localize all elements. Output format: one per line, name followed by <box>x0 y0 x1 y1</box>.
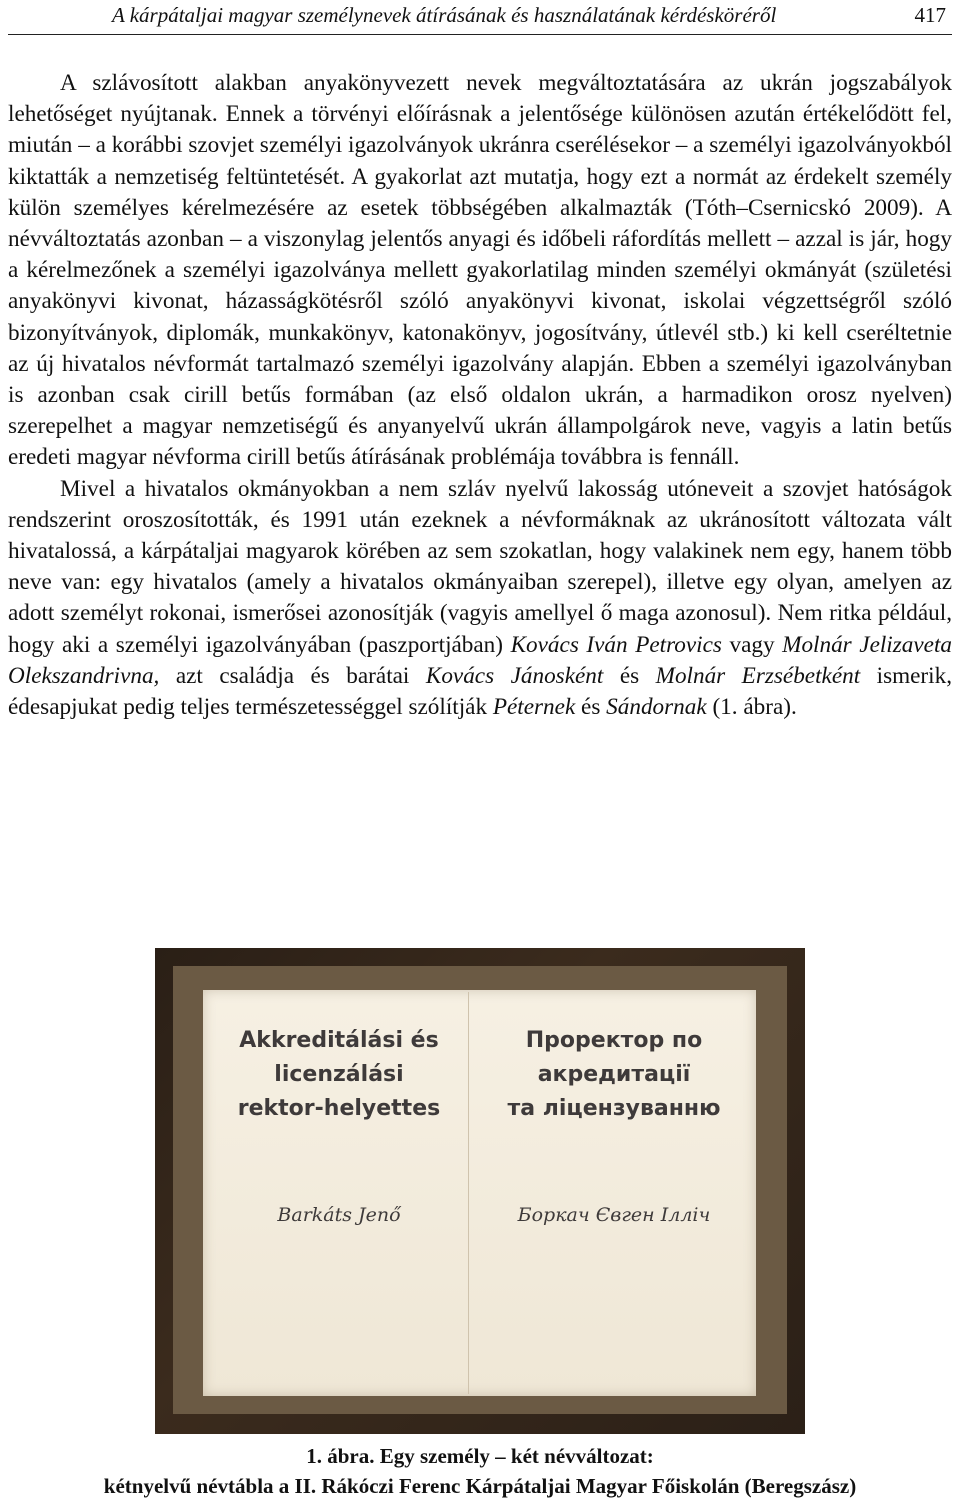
paragraph-2-vagy: vagy <box>729 631 775 658</box>
nameplate-hungarian-title <box>213 1024 465 1126</box>
paragraph-2-text-c: ismerik, édesapjukat pedig teljes természetességgel szólítják <box>8 662 952 721</box>
hu-title-line-2: licenzálási <box>274 1062 404 1087</box>
paragraph-2-es: és <box>619 662 640 689</box>
name-kovacs-janoskent: Kovács Jánosként <box>425 662 604 689</box>
name-molnar-jelizaveta: Molnár Jelizaveta Olekszandrivna, <box>8 631 952 689</box>
paragraph-2-es-2: és <box>581 694 601 721</box>
nameplate-hungarian-name: Barkáts Jenő <box>277 1204 401 1226</box>
hu-title-line-3: rektor-helyettes <box>237 1096 441 1121</box>
running-title: A kárpátaljai magyar személynevek átírásának és használatának kérdésköréről <box>112 3 777 27</box>
paragraph-2-end: (1. ábra). <box>712 694 797 721</box>
name-molnar-erzsebetkent: Molnár Erzsébetként <box>655 662 861 689</box>
paragraph-1: A szlávosított alakban anyakönyvezett nevek megváltoztatására az ukrán jogszabályok lehetőséget nyújtanak. Ennek a törvényi előírásnak a jelentősége különösen azután értékelődött fel, miután – a korábbi szovjet személyi igazolványok ukránra cserélésekor – a személyi igazolványokból kiktatták a nemzetiség feltüntetését. A gyakorlat azt mutatja, hogy ezt a normát az érdekelt személy külön személyes kérelmezésére az esetek többségében alkalmazták (Tóth–Csernicskó 2009). A névváltoztatás azonban – a viszonylag jelentős anyagi és időbeli ráfordítás mellett – azzal is jár, hogy a kérelmezőnek a személyi igazolványa mellett gyakorlatilag minden személyi okmányát (születési anyakönyvi kivonat, házasságkötésről szóló anyakönyvi kivonat, iskolai végzettségről szóló bizonyítványok, diplomák, munkakönyv, katonakönyv, jogosítvány, útlevél stb.) ki kell cseréltetnie az új hivatalos névformát tartalmazó személyi igazolvány alapján. Ebben a személyi igazolványban is azonban csak cirill betűs formában (az első oldalon ukrán, a harmadikon orosz nyelven) szerepelhet a magyar nemzetiségű és anyanyelvű ukrán állampolgárok neve, vagyis a latin betűs eredeti magyar névforma cirill betűs átírásának problémája továbbra is fennáll. <box>8 70 952 471</box>
running-header <box>8 0 952 35</box>
paragraph-2-text-b: azt családja és barátai <box>175 662 410 689</box>
caption-line-1: 1. ábra. Egy személy – két névváltozat: <box>306 1444 654 1468</box>
ua-title-line-1: Проректор по <box>525 1028 703 1053</box>
figure-caption <box>0 1441 960 1501</box>
figure-photo-nameplate <box>155 948 805 1434</box>
nameplate-ukrainian-title <box>473 1024 755 1126</box>
nameplate-divider <box>468 992 469 1394</box>
nameplate-ukrainian-name: Боркач Євген Ілліч <box>517 1204 711 1226</box>
name-peternek: Péternek <box>492 694 576 721</box>
paragraph-2-text-a: Mivel a hivatalos okmányokban a nem szláv nyelvű lakosság utóneveit a szovjet hatóságok rendszerint oroszosították, és 1991 után ezeknek a névformáknak az ukránosított változata vált hivatalossá, a kárpátaljai magyarok körében az sem szokatlan, hogy valakinek nem egy, hanem több neve van: egy hivatalos (amely a hivatalos okmányaiban szerepel), illetve egy olyan, amelyen az adott személyt rokonai, ismerősei azonosítják (vagyis amellyel ő maga azonosul). Nem ritka például, hogy aki a személyi igazolványában (paszportjában) <box>8 475 952 658</box>
page-number: 417 <box>914 3 946 27</box>
ua-title-line-3: та ліцензуванню <box>507 1096 721 1121</box>
main-text <box>8 68 952 723</box>
hu-title-line-1: Akkreditálási és <box>239 1028 439 1053</box>
name-kovacs-ivan: Kovács Iván Petrovics <box>510 631 722 658</box>
ua-title-line-2: акредитації <box>537 1062 691 1087</box>
name-sandornak: Sándornak <box>606 694 707 721</box>
paragraph-2 <box>8 474 952 724</box>
caption-line-2: kétnyelvű névtábla a II. Rákóczi Ferenc Kárpátaljai Magyar Főiskolán (Beregszász) <box>103 1474 857 1498</box>
